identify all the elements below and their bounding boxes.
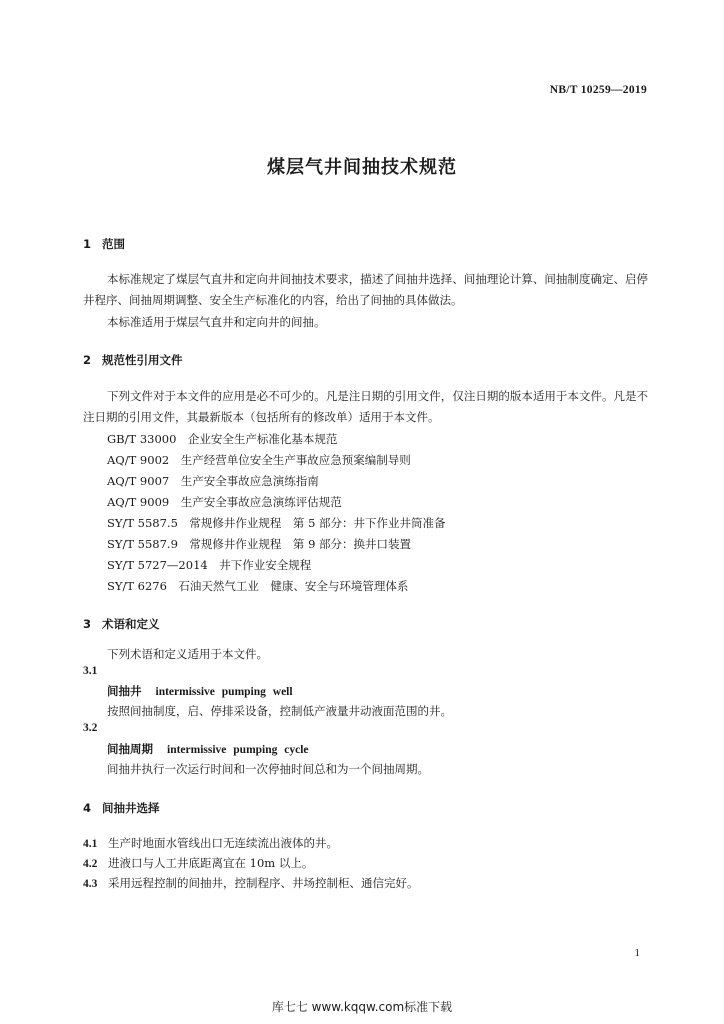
section-number: 4 xyxy=(83,801,92,815)
term-definition: 间抽井执行一次运行时间和一次停抽时间总和为一个间抽周期。 xyxy=(107,762,429,776)
clause-number: 4.1 xyxy=(83,838,98,850)
section-1-paragraph-1: 本标准规定了煤层气直井和定向井间抽技术要求，描述了间抽井选择、间抽理论计算、间抽制度确定、启停井程序、间抽周期调整、安全生产标准化的内容，给出了间抽的具体做法。 xyxy=(83,272,648,307)
section-1-paragraph-2: 本标准适用于煤层气直井和定向井的间抽。 xyxy=(107,315,326,329)
section-3-intro: 下列术语和定义适用于本文件。 xyxy=(107,647,268,661)
reference-item: SY/T 6276 石油天然气工业 健康、安全与环境管理体系 xyxy=(107,579,409,593)
term-number: 3.1 xyxy=(83,665,98,677)
clause-text: 采用远程控制的间抽井，控制程序、井场控制柜、通信完好。 xyxy=(108,876,419,890)
section-2-heading xyxy=(83,352,183,368)
term-zh: 间抽井 xyxy=(107,684,142,698)
term-number: 3.2 xyxy=(83,722,98,734)
page-number: 1 xyxy=(634,947,640,959)
section-3-heading xyxy=(83,616,160,632)
section-number: 2 xyxy=(83,353,92,367)
section-1-heading xyxy=(83,236,125,252)
section-2-intro: 下列文件对于本文件的应用是必不可少的。凡是注日期的引用文件，仅注日期的版本适用于本文件。凡是不注日期的引用文件，其最新版本（包括所有的修改单）适用于本文件。 xyxy=(83,389,648,424)
term-definition: 按照间抽制度，启、停排采设备，控制低产液量井动液面范围的井。 xyxy=(107,704,452,718)
term-name xyxy=(107,683,293,699)
clause-number: 4.3 xyxy=(83,878,98,890)
section-title: 规范性引用文件 xyxy=(102,353,183,367)
clause-item xyxy=(83,875,419,891)
reference-item: AQ/T 9009 生产安全事故应急演练评估规范 xyxy=(107,495,342,509)
section-title: 术语和定义 xyxy=(102,617,160,631)
footer-watermark: 库七七 www.kqqw.com标准下载 xyxy=(271,1000,453,1014)
section-number: 3 xyxy=(83,617,92,631)
section-number: 1 xyxy=(83,237,92,251)
reference-item: AQ/T 9002 生产经营单位安全生产事故应急预案编制导则 xyxy=(107,453,411,467)
reference-item: GB/T 33000 企业安全生产标准化基本规范 xyxy=(107,432,338,446)
section-title: 间抽井选择 xyxy=(102,801,160,815)
clause-item xyxy=(83,835,338,851)
clause-text: 进液口与人工井底距离宜在 10m 以上。 xyxy=(108,856,314,870)
reference-item: SY/T 5727—2014 井下作业安全规程 xyxy=(107,558,312,572)
document-title: 煤层气井间抽技术规范 xyxy=(267,157,457,178)
term-en: intermissive pumping well xyxy=(155,686,293,698)
term-name xyxy=(107,741,309,757)
reference-item: SY/T 5587.9 常规修井作业规程 第 9 部分：换井口装置 xyxy=(107,537,412,551)
clause-item xyxy=(83,855,313,871)
clause-text: 生产时地面水管线出口无连续流出液体的井。 xyxy=(108,836,338,850)
section-4-heading xyxy=(83,800,160,816)
reference-item: SY/T 5587.5 常规修井作业规程 第 5 部分：井下作业井筒准备 xyxy=(107,516,446,530)
clause-number: 4.2 xyxy=(83,858,98,870)
reference-item: AQ/T 9007 生产安全事故应急演练指南 xyxy=(107,474,319,488)
term-zh: 间抽周期 xyxy=(107,742,153,756)
standard-code: NB/T 10259—2019 xyxy=(549,84,647,96)
term-en: intermissive pumping cycle xyxy=(167,744,309,756)
section-title: 范围 xyxy=(102,237,125,251)
